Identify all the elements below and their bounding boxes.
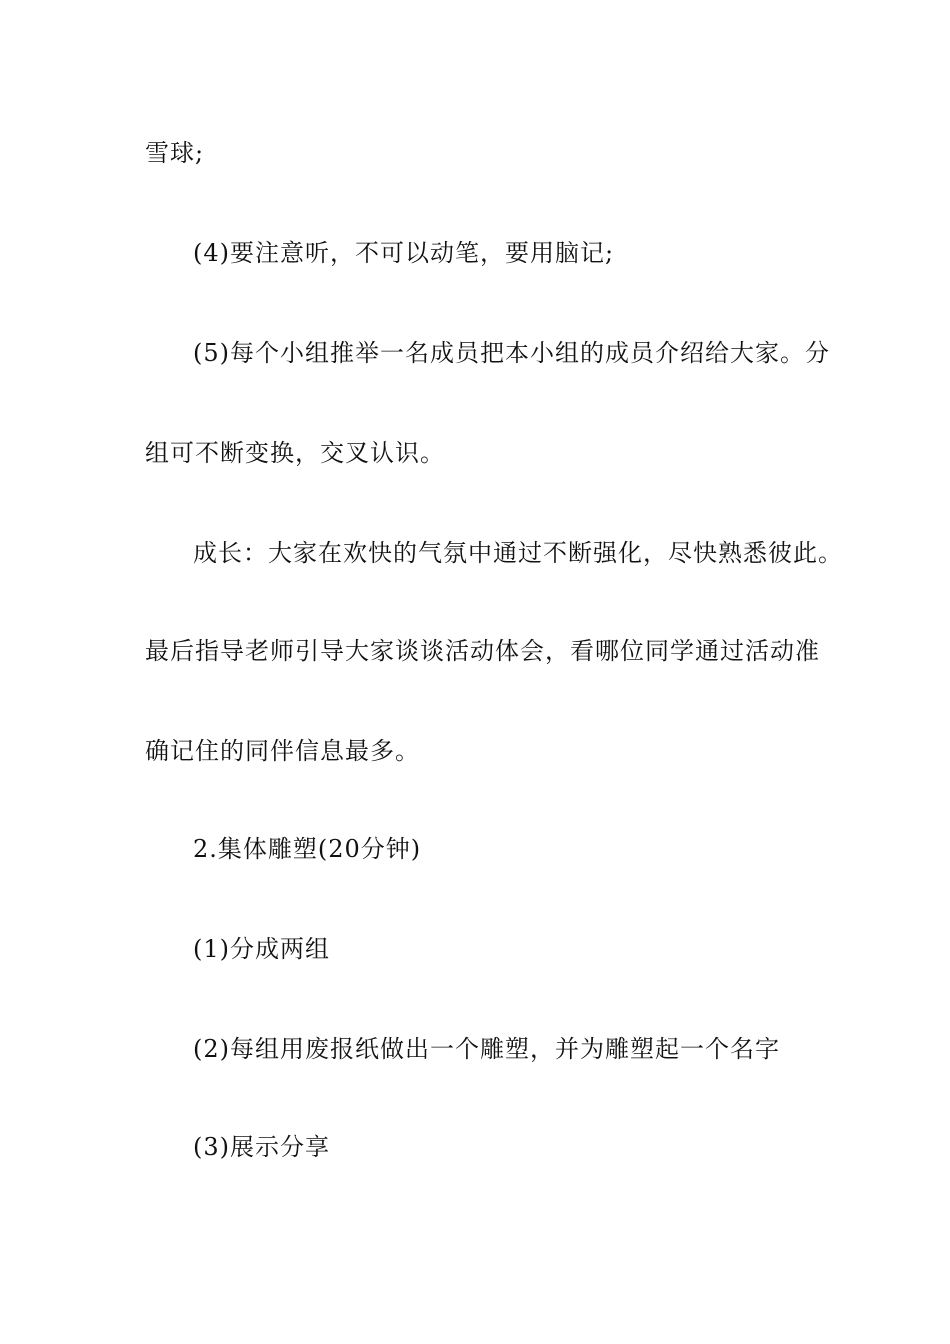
text-line-rule-5-cont: 组可不断变换，交叉认识。 [145,439,445,467]
text-line-step-1: (1)分成两组 [193,935,330,963]
section-heading-group-sculpture: 2.集体雕塑(20分钟) [193,835,422,863]
text-line-step-3: (3)展示分享 [193,1133,330,1161]
text-line-rule-5: (5)每个小组推举一名成员把本小组的成员介绍给大家。分 [193,339,830,367]
text-line-growth-cont-1: 最后指导老师引导大家谈谈活动体会，看哪位同学通过活动准 [145,637,820,665]
text-line-snowball-end: 雪球; [145,139,205,167]
text-line-growth: 成长：大家在欢快的气氛中通过不断强化，尽快熟悉彼此。 [193,539,843,567]
text-line-step-2: (2)每组用废报纸做出一个雕塑，并为雕塑起一个名字 [193,1035,780,1063]
text-line-growth-cont-2: 确记住的同伴信息最多。 [145,737,420,765]
text-line-rule-4: (4)要注意听，不可以动笔，要用脑记; [193,239,615,267]
